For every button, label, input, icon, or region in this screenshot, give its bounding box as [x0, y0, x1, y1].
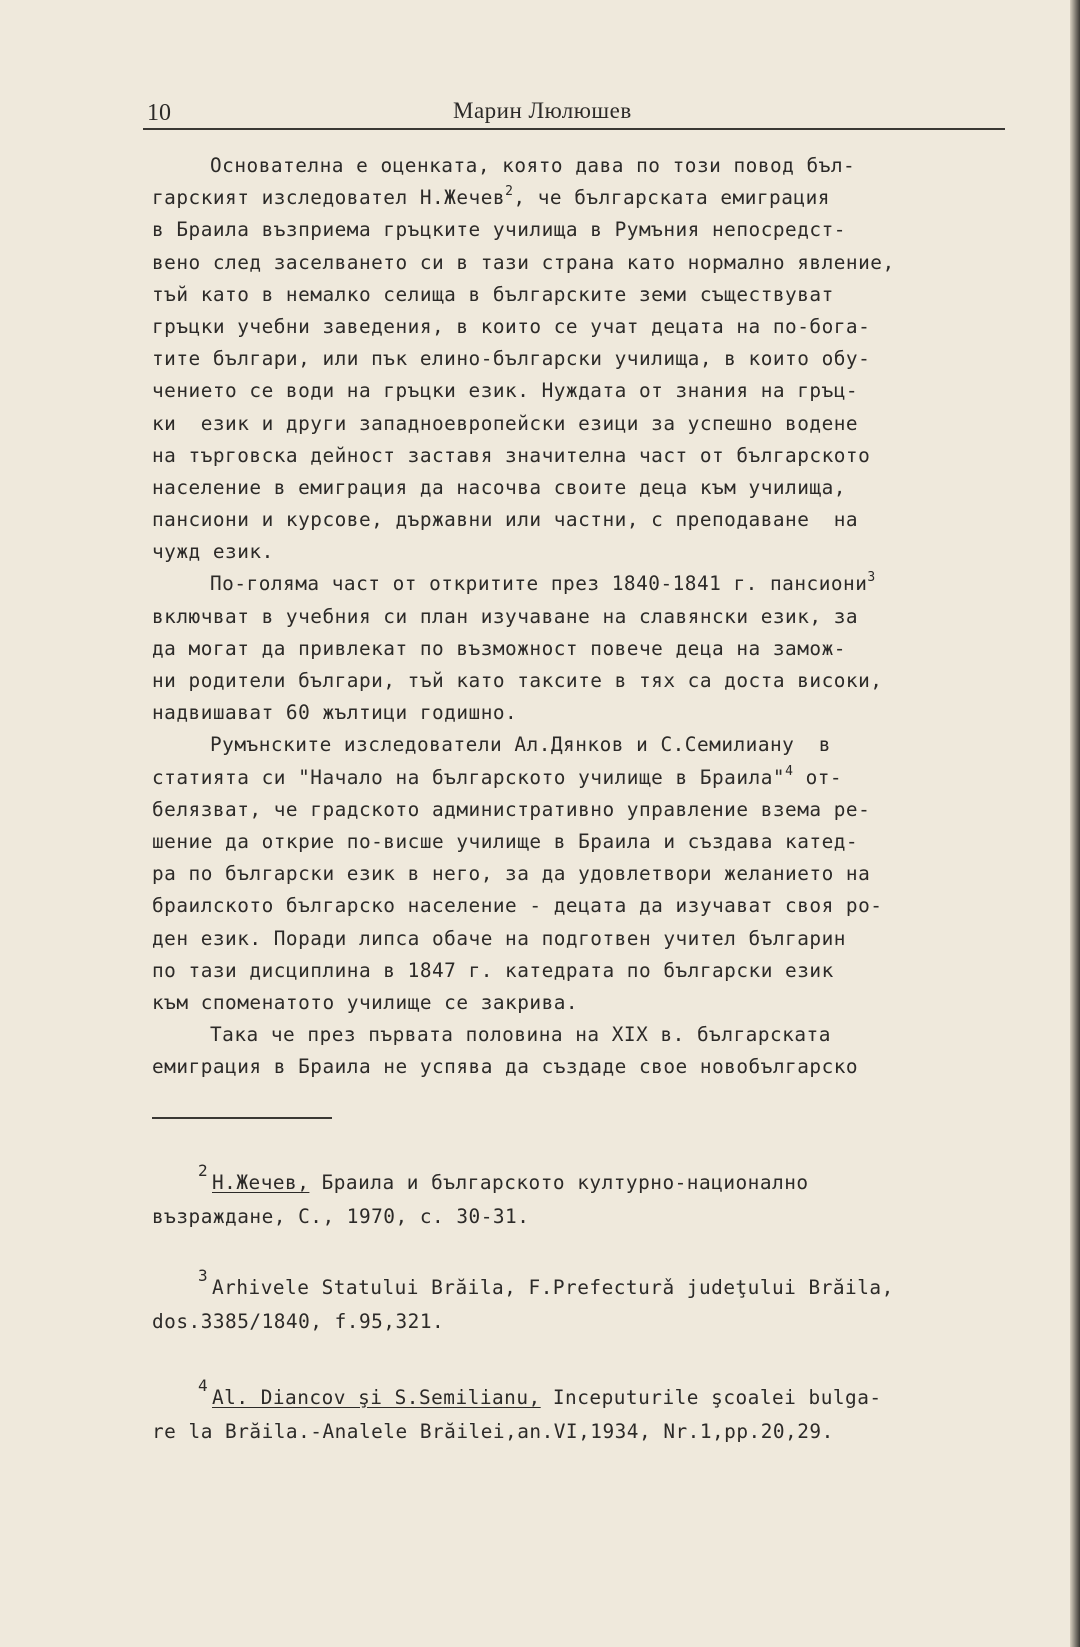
text-line [152, 601, 1022, 633]
footnote-line [152, 1306, 444, 1338]
footnote-line [198, 1376, 882, 1414]
text-run: да могат да привлекат по възможност повече деца на замож- [152, 636, 846, 660]
text-run: гарският изследовател Н.Жечев [152, 186, 506, 210]
text-line [152, 182, 1022, 214]
text-line [152, 440, 1022, 472]
text-run: пансиони и курсове, държавни или частни, с преподаване на [152, 508, 859, 532]
page-edge [1070, 0, 1080, 1647]
text-line [152, 1051, 1022, 1083]
text-run: в Браила възприема гръцките училища в Румъния непосредст- [152, 218, 846, 242]
text-line [152, 279, 1022, 311]
text-line [152, 826, 1022, 858]
footnote-reference: 3 [867, 570, 876, 586]
text-run: шение да открие по-висше училище в Браила и създава катед- [152, 829, 859, 853]
text-line [152, 472, 1022, 504]
footnote-number: 3 [198, 1266, 209, 1285]
text-line [152, 214, 1022, 246]
text-line [152, 504, 1022, 536]
text-line [152, 794, 1022, 826]
running-head: Марин Люлюшев [453, 98, 632, 123]
underlined-author: Н.Жечев, [212, 1171, 310, 1194]
footnote-line [198, 1266, 894, 1304]
text-run: към споменатото училище се закрива. [152, 990, 579, 1014]
footnote-line [152, 1416, 834, 1448]
page-number: 10 [147, 100, 171, 126]
underlined-author: Al. Diancov şi S.Semilianu, [212, 1386, 541, 1409]
text-line [152, 311, 1022, 343]
text-line [152, 890, 1022, 922]
text-run: надвишават 60 жълтици годишно. [152, 701, 518, 725]
text-run: , че българската емиграция [513, 186, 830, 210]
text-run: Inceputurile şcoalei bulga- [540, 1386, 882, 1409]
text-run: ден език. Поради липса обаче на подготвен учител българин [152, 926, 846, 950]
text-line [152, 343, 1022, 375]
footnote-number: 4 [198, 1376, 209, 1395]
text-line [152, 247, 1022, 279]
text-line [152, 987, 1022, 1019]
text-line [152, 762, 1022, 794]
footnote-reference: 2 [505, 184, 514, 200]
text-line [152, 150, 1022, 182]
text-run: включват в учебния си план изучаване на славянски език, за [152, 604, 859, 628]
text-run: ни родители българи, тъй като таксите в тях са доста високи, [152, 669, 883, 692]
text-line [152, 729, 1022, 761]
paragraph [152, 150, 1022, 568]
text-run: по тази дисциплина в 1847 г. катедрата по български език [152, 958, 834, 982]
text-run: статията си "Начало на българското училище в Браила" [152, 765, 786, 789]
paragraph [152, 568, 1022, 729]
text-run: Така че през първата половина на XIX в. българската [210, 1023, 831, 1047]
text-line [152, 408, 1022, 440]
footnote-line [198, 1161, 809, 1199]
text-run: Основателна е оценката, която дава по този повод бъл- [210, 154, 856, 177]
text-line [152, 697, 1022, 729]
text-run: възраждане, С., 1970, с. 30-31. [152, 1205, 530, 1228]
text-run: По-голяма част от откритите през 1840-1841 г. пансиони [210, 572, 868, 596]
text-run: гръцки учебни заведения, в които се учат децата на по-бога- [152, 314, 871, 338]
text-run: Браила и българското културно-национално [309, 1171, 809, 1194]
page-header [143, 96, 1005, 130]
footnote-number: 2 [198, 1161, 209, 1180]
text-line [152, 858, 1022, 890]
text-line [152, 1019, 1022, 1051]
text-run: белязват, че градското административно управление взема ре- [152, 797, 871, 821]
text-run: тъй като в немалко селища в българските земи съществуват [152, 282, 834, 306]
text-run: вено след заселването си в тази страна като нормално явление, [152, 250, 895, 274]
text-run: dos.3385/1840, f.95,321. [152, 1310, 445, 1333]
body-text [152, 150, 1022, 1083]
footnote-line [152, 1201, 529, 1233]
text-run: чението се води на гръцки език. Нуждата от знания на гръц- [152, 379, 859, 403]
text-run: тите българи, или пък елино-български училища, в които обу- [152, 347, 871, 371]
text-line [152, 536, 1022, 568]
text-line [152, 665, 1022, 697]
footnote-reference: 4 [785, 763, 794, 779]
text-line [152, 375, 1022, 407]
text-run: от- [793, 765, 843, 789]
text-run: население в емиграция да насочва своите деца към училища, [152, 475, 846, 499]
text-run: re la Brăila.-Analele Brăilei,an.VI,1934, Nr.1,pp.20,29. [152, 1420, 834, 1443]
text-run: ки език и други западноевропейски езици за успешно водене [152, 411, 859, 435]
paragraph [152, 1019, 1022, 1083]
text-line [152, 633, 1022, 665]
paragraph [152, 729, 1022, 1019]
text-run: браилското българско население - децата да изучават своя ро- [152, 894, 883, 918]
text-run: емиграция в Браила не успява да създаде свое новобългарско [152, 1055, 859, 1079]
text-run: Румънските изследователи Ал.Дянков и С.Семилиану в [210, 733, 831, 757]
footnote-separator [152, 1117, 332, 1119]
text-line [152, 923, 1022, 955]
text-run: на търговска дейност заставя значителна част от българското [152, 443, 871, 467]
text-line [152, 955, 1022, 987]
text-line [152, 568, 1022, 600]
text-run: чужд език. [152, 540, 274, 564]
text-run: Arhivele Statului Brăila, F.Prefecturǎ judeţului Brăila, [212, 1276, 894, 1299]
text-run: ра по български език в него, за да удовлетвори желанието на [152, 862, 871, 886]
